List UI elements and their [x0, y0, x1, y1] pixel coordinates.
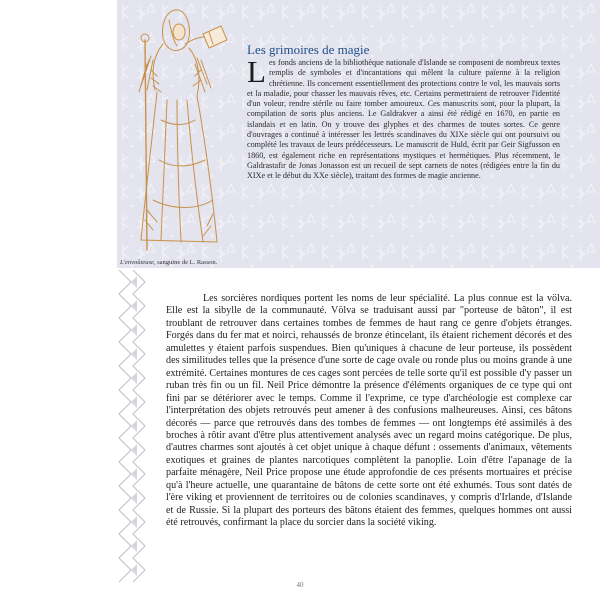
sidebar-title: Les grimoires de magie	[247, 42, 370, 57]
caption-title: L'envoûteuse	[120, 259, 154, 266]
main-paragraph: Les sorcières nordiques portent les noms de leur spécialité. La plus connue est la völva. Elle est la sibylle de la communauté. Völva se traduisant aussi par "porteuse de bâton", il est troublant de retrouver dans certaines tombes de femmes de haut rang ce genre d'objets étranges. Forgés dans du fer mat et noirci, rehaussés de bronze étincelant, ils étaient richement décorés et des amulettes y étaient parfois suspendues. Bien qu'uniques à chacune de leur porteuse, ils possèdent des similitudes telles que la présence d'une sorte de cage ovale ou ronde plus ou moins grande à une extrémité. Certaines montures de ces cages sont percées de telle sorte qu'il est possible d'y passer un ruban très fin ou un fil. Neil Price démontre la présence d'éléments organiques de ce type qui ont fini par se détériorer avec le temps. Comme il l'exprime, ce type d'archéologie est complexe car l'interprétation des objets retrouvés peut amener à des confusions malheureuses. Ainsi, ces bâtons décorés — parce que retrouvés dans des tombes de femmes — ont longtemps été assimilés à des broches à rôtir avant d'être plus attentivement analysés avec un regard moins catégorique. De plus, d'autres charmes sont ajoutés à cet objet unique à chaque défunt : ossements d'animaux, vêtements exotiques et graines de plantes narcotiques complètent la panoplie. Loin d'être l'apanage de la parfaite ménagère, Neil Price propose une étude approfondie de ces présents mortuaires et précise qu'à l'heure actuelle, une quarantaine de bâtons de cette sorte ont été exhumés. Tous sont datés de l'ère viking et proviennent de territoires ou de colonies scandinaves, y compris d'Irlande, d'Islande et de Russie. Si la plupart des porteurs des bâtons étaient des femmes, quelques hommes ont aussi été retrouvés, confirmant la place du sorcier dans la société viking.	[166, 293, 572, 529]
caption-credit: , sanguine de L. Rasson.	[153, 259, 218, 266]
sidebar-text	[247, 54, 560, 182]
page-number: 40	[296, 581, 304, 589]
zigzag-border-ornament	[117, 270, 149, 588]
illustration-envouteuse	[117, 0, 245, 258]
main-body-text	[166, 293, 572, 530]
sidebar-paragraph: es fonds anciens de la bibliothèque nationale d'Islande se composent de nombreux textes remplis de symboles et d'incantations qui mêlent la culture païenne à la religion chrétienne. Ils concernent essentiellement des protections contre le vol, les mauvais sorts et la maladie, pour chasser les mauvais rêves, etc. Certains permettraient de retrouver l'identité d'un voleur, rendre stérile ou faire tomber amoureux. Ces manuscrits sont, pour la plupart, la compilation de sorts plus anciens. Le Galdrakver a ainsi été rédigé en 1670, en partie en islandais et en latin. On y trouve des glyphes et des charmes de toutes sortes. Ce genre d'ouvrages a continué à intéresser les lettrés scandinaves du XIXe siècle qui ont poursuivi ou complété les travaux de leurs prédécesseurs. Le manuscrit de Huld, écrit par Geir Sigfusson en 1860, est également riche en représentations mystiques et hermétiques. Plus récemment, le Galdrastafir de Jonas Jonasson est un recueil de sept carnets de notes (rédigées entre la fin du XIXe et le début du XXe siècle), traitant des formes de magie ancienne.	[247, 58, 560, 181]
illustration-caption	[120, 259, 217, 266]
drop-cap: L	[247, 54, 266, 89]
